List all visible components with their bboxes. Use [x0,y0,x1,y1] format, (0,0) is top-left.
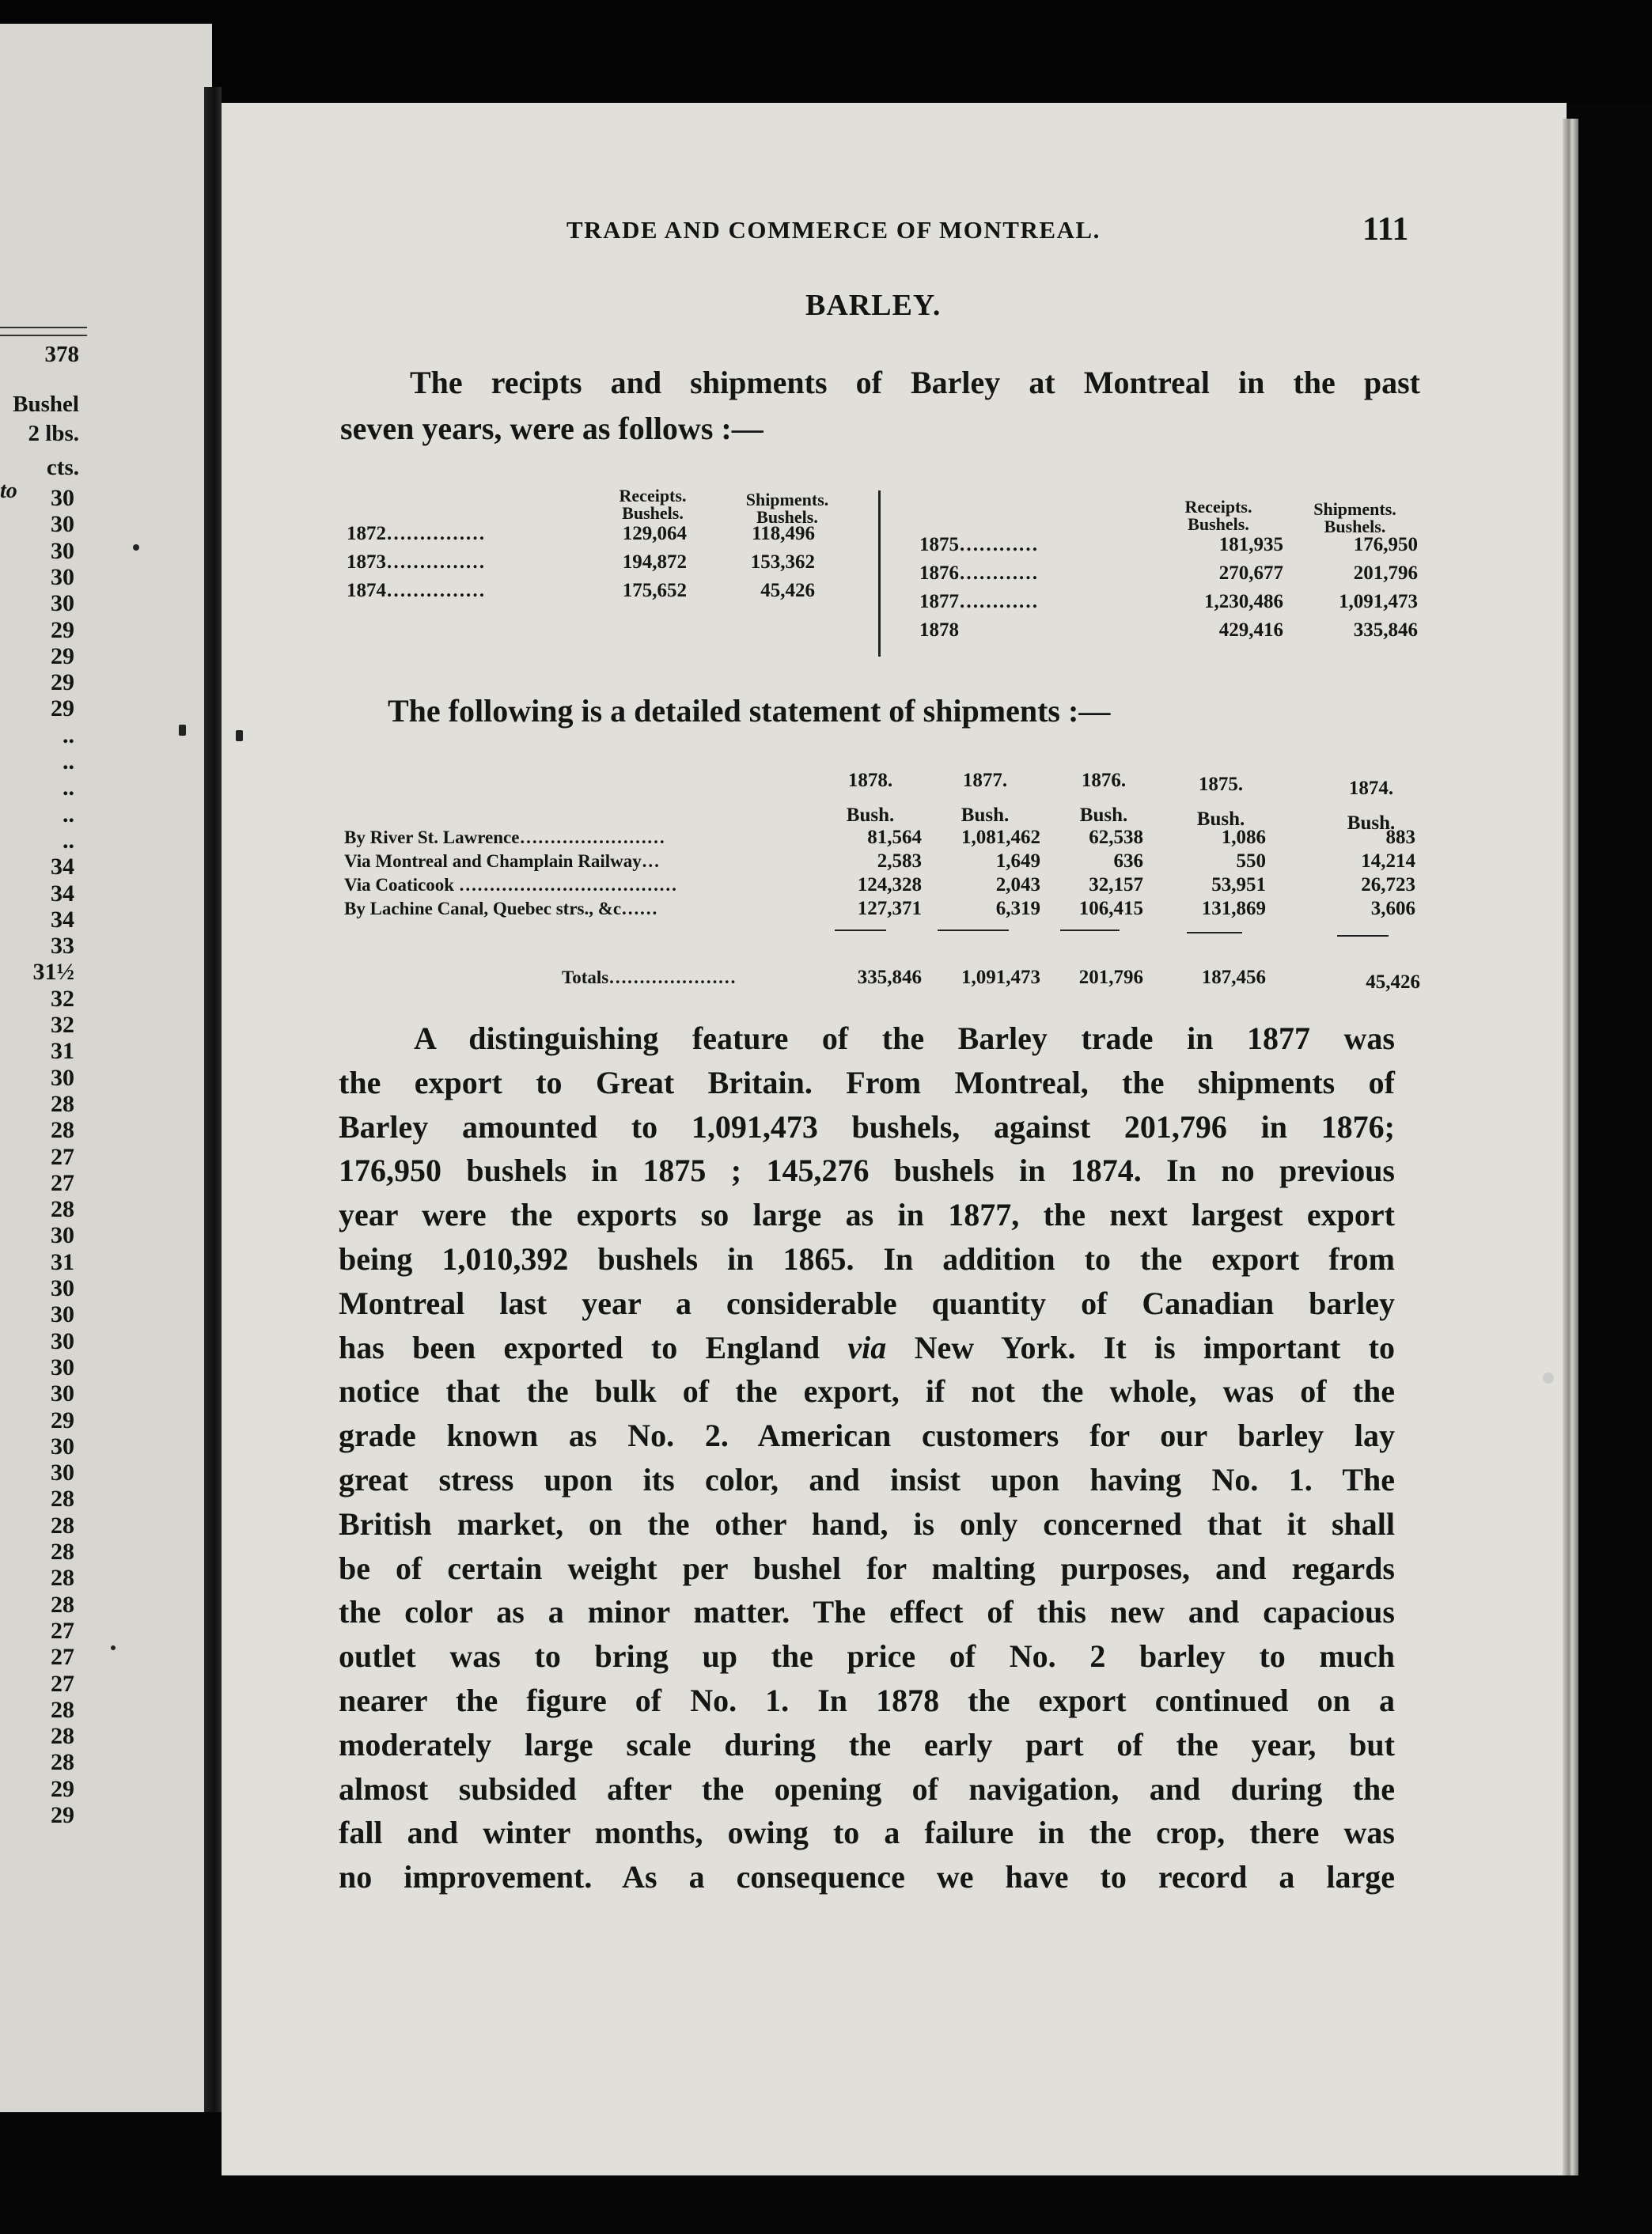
shipments-header-label: Shipments. [1313,499,1396,519]
left-page-value: 30 [51,537,74,564]
left-page-value: 27 [51,1644,74,1671]
sum-rule [835,930,886,931]
left-page-value: 30 [51,485,74,511]
body-line: fall and winter months, owing to a failure in the crop, there was [339,1815,1395,1851]
intro-line: seven years, were as follows :— [340,411,763,446]
italic-word: via [847,1329,887,1365]
body-line: has been exported to England via New York. It is important to [339,1329,1396,1365]
summary-year: 1878 [919,619,959,641]
left-page-value: 31½ [32,959,74,986]
left-page-value: 29 [51,1775,74,1802]
scan-speck [179,725,186,736]
summary-year: 1872…………… [347,523,485,544]
left-page-value: 30 [51,1433,74,1460]
summary-shipments: 176,950 [1353,534,1418,555]
left-page-value: 30 [51,1301,74,1328]
summary-year: 1874…………… [347,580,485,601]
sum-rule [938,930,1009,931]
detail-route: Via Montreal and Champlain Railway… [344,851,660,871]
left-page-header: 378 [44,342,79,367]
left-page-value: 28 [51,1591,74,1618]
detail-value: 3,606 [1370,898,1415,919]
page-edge [1563,119,1578,2175]
intro-paragraph [340,360,1420,452]
body-line: moderately large scale during the early part of the year, but [339,1726,1395,1763]
left-page-value: 30 [51,563,74,590]
left-page-value: .. [63,801,74,827]
scan-speck [111,1645,116,1650]
left-page-value: 27 [51,1143,74,1170]
left-page-value: 28 [51,1696,74,1723]
detail-unit: Bush. [1347,812,1396,834]
detail-year-header [938,763,1032,833]
left-page-value: 30 [51,1327,74,1354]
left-page-value: 28 [51,1196,74,1223]
receipts-header-label: Receipts. [1184,497,1252,517]
detail-unit: Bush. [961,805,1010,826]
shipments-header-label: Shipments. [745,490,829,509]
sum-rule [1187,932,1242,933]
summary-year: 1876………… [919,562,1038,584]
body-line: grade known as No. 2. American customers for our barley lay [339,1418,1395,1454]
body-line: almost subsided after the opening of navigation, and during the [339,1770,1395,1807]
left-page-value: 31 [51,1038,74,1065]
detail-total: 335,846 [857,967,922,988]
sum-rule [1060,930,1120,931]
shipments-header [1290,501,1420,536]
page-number: 111 [1362,211,1409,248]
detail-year: 1874. [1348,778,1394,799]
summary-shipments: 201,796 [1353,562,1418,584]
left-page-value: 27 [51,1169,74,1196]
left-page-header: cts. [46,455,79,480]
left-page-value: 28 [51,1723,74,1750]
left-page-value: 29 [51,669,74,696]
detail-value: 26,723 [1361,874,1415,895]
detail-value: 883 [1385,827,1415,848]
summary-receipts: 270,677 [1218,562,1283,584]
left-page-value: 34 [51,906,74,933]
body-paragraph [339,1017,1395,1899]
detail-value: 14,214 [1361,850,1415,872]
shipments-header [724,491,851,526]
detail-year: 1876. [1081,770,1127,791]
left-page-value: 29 [51,1802,74,1828]
detail-value: 1,086 [1221,827,1266,848]
summary-receipts: 429,416 [1218,619,1283,641]
receipts-header [597,487,708,522]
left-facing-page [0,24,212,2112]
receipts-header-unit: Bushels. [622,503,684,523]
shipments-header-unit: Bushels. [756,507,818,527]
summary-divider [878,490,881,657]
detail-route: By River St. Lawrence…………………… [344,827,665,847]
summary-receipts: 129,064 [622,523,687,544]
summary-shipments: 118,496 [752,523,815,544]
section-title: BARLEY. [805,289,942,322]
left-page-value: 30 [51,1222,74,1249]
detail-unit: Bush. [1196,808,1245,830]
receipts-header-unit: Bushels. [1188,514,1249,534]
detail-year-header [1056,763,1151,833]
body-line: no improvement. As a consequence we have to record a large [339,1859,1395,1895]
left-page-value: 27 [51,1617,74,1644]
body-line: A distinguishing feature of the Barley trade in 1877 was [414,1020,1395,1056]
left-page-value: 32 [51,1012,74,1038]
left-page-value: 28 [51,1117,74,1144]
left-page-header: 2 lbs. [28,421,79,446]
summary-receipts: 181,935 [1218,534,1283,555]
shipments-header-unit: Bushels. [1324,517,1386,536]
detail-value: 131,869 [1201,898,1266,919]
left-page-value: 30 [51,1064,74,1091]
detail-value: 636 [1113,850,1143,872]
body-line: Montreal last year a considerable quantity of Canadian barley [339,1285,1395,1321]
detail-value: 53,951 [1211,874,1266,895]
detail-value: 1,081,462 [961,827,1040,848]
left-page-value: 28 [51,1539,74,1565]
body-line: being 1,010,392 bushels in 1865. In addition to the export from [339,1240,1395,1277]
intro-line: The recipts and shipments of Barley at Montreal in the past [410,365,1420,400]
left-page-value: .. [63,748,74,774]
left-page-value: 29 [51,642,74,669]
detail-value: 2,043 [995,874,1040,895]
left-page-rule [0,327,87,328]
scan-speck [1543,1373,1554,1384]
receipts-header-label: Receipts. [619,486,687,505]
detail-unit: Bush. [1079,805,1128,826]
left-page-value: 30 [51,590,74,617]
detail-total: 45,426 [1366,971,1420,993]
summary-shipments: 45,426 [760,580,815,601]
left-page-value: 28 [51,1565,74,1592]
body-line: the export to Great Britain. From Montreal, the shipments of [339,1064,1395,1100]
left-page-value: 30 [51,1275,74,1301]
detail-year: 1877. [962,770,1008,791]
detail-route: Via Coaticook ……………………………… [344,875,677,895]
left-page-value: 34 [51,854,74,880]
detail-value: 124,328 [857,874,922,895]
detail-value: 32,157 [1089,874,1143,895]
detail-value: 550 [1236,850,1266,872]
body-line: Barley amounted to 1,091,473 bushels, against 201,796 in 1876; [339,1108,1395,1145]
left-page-margin-mark: to [0,479,17,503]
left-page-value: .. [63,721,74,748]
left-page-value: 30 [51,511,74,538]
body-line: great stress upon its color, and insist upon having No. 1. The [339,1461,1395,1498]
scan-speck [236,730,243,741]
scan-background [0,0,1652,103]
summary-year: 1873…………… [347,551,485,573]
left-page-header: Bushel [13,392,79,417]
detail-year-header [823,763,918,833]
summary-year: 1877………… [919,591,1038,612]
left-page-rule [0,335,87,336]
body-line: nearer the figure of No. 1. In 1878 the export continued on a [339,1682,1395,1718]
body-line: be of certain weight per bushel for malting purposes, and regards [339,1550,1395,1586]
body-line: British market, on the other hand, is only concerned that it shall [339,1505,1395,1542]
left-page-value: 31 [51,1248,74,1275]
summary-receipts: 194,872 [622,551,687,573]
body-line: 176,950 bushels in 1875 ; 145,276 bushels in 1874. In no previous [339,1153,1395,1189]
body-line: the color as a minor matter. The effect of this new and capacious [339,1594,1395,1630]
left-page-value: 34 [51,880,74,907]
detail-route: By Lachine Canal, Quebec strs., &c…… [344,899,658,918]
left-page-value: 28 [51,1512,74,1539]
receipts-header [1159,498,1278,533]
running-head: TRADE AND COMMERCE OF MONTREAL. [566,216,1101,244]
left-page-value: 29 [51,1407,74,1433]
detail-value: 1,649 [995,850,1040,872]
summary-year: 1875………… [919,534,1038,555]
left-page-value: 28 [51,1749,74,1776]
left-page-value: 28 [51,1486,74,1513]
book-gutter [204,87,222,2112]
summary-receipts: 1,230,486 [1204,591,1283,612]
left-page-value: 29 [51,695,74,722]
left-page-value: 33 [51,933,74,960]
detail-lead: The following is a detailed statement of shipments :— [388,693,1111,729]
detail-total: 201,796 [1078,967,1143,988]
body-line: year were the exports so large as in 1877, the next largest export [339,1197,1395,1233]
left-page-value: 27 [51,1670,74,1697]
left-page-value: .. [63,774,74,801]
summary-shipments: 335,846 [1353,619,1418,641]
detail-value: 62,538 [1089,827,1143,848]
totals-label: Totals………………… [562,967,737,987]
summary-shipments: 153,362 [750,551,815,573]
detail-total: 187,456 [1201,967,1266,988]
detail-year: 1878. [847,770,893,791]
body-line: outlet was to bring up the price of No. 2 barley to much [339,1638,1395,1675]
left-page-value: 30 [51,1380,74,1407]
detail-total: 1,091,473 [961,967,1040,988]
detail-value: 106,415 [1078,898,1143,919]
sum-rule [1337,935,1389,937]
detail-unit: Bush. [846,805,895,826]
summary-receipts: 175,652 [622,580,687,601]
left-page-value: .. [63,827,74,854]
detail-value: 81,564 [867,827,922,848]
detail-value: 6,319 [995,898,1040,919]
body-line: notice that the bulk of the export, if not the whole, was of the [339,1373,1395,1410]
detail-value: 127,371 [857,898,922,919]
detail-year: 1875. [1198,774,1244,795]
detail-value: 2,583 [877,850,922,872]
left-page-value: 32 [51,985,74,1012]
left-page-value: 30 [51,1460,74,1486]
scan-speck [133,544,139,551]
left-page-value: 29 [51,616,74,643]
left-page-value: 28 [51,1090,74,1117]
summary-shipments: 1,091,473 [1339,591,1418,612]
left-page-value: 30 [51,1354,74,1380]
